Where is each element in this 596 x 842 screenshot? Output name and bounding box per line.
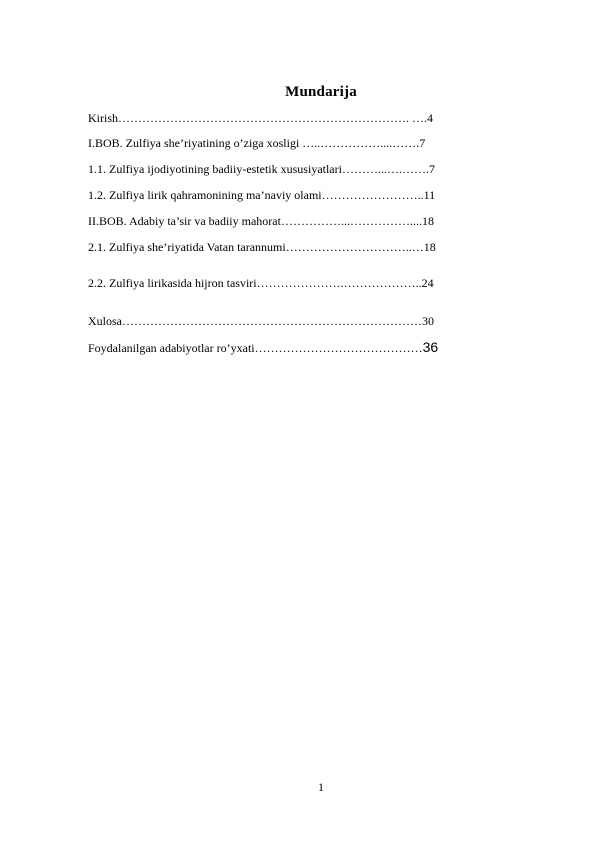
toc-entry-bob-1: I.BOB. Zulfiya she’riyatining o’ziga xosligi …..……………....…….7 — [88, 136, 426, 150]
toc-entry-1-1: 1.1. Zulfiya ijodiyotining badiiy-estetik xususiyatlari………...….…….7 — [88, 162, 435, 176]
toc-entry-adabiyotlar-page: 36 — [422, 339, 439, 355]
toc-entry-1-2: 1.2. Zulfiya lirik qahramonining ma’naviy olami……………………..11 — [88, 188, 436, 202]
toc-entry-bob-2: II.BOB. Adabiy ta’sir va badiiy mahorat……………...……………....18 — [88, 214, 434, 228]
page-title: Mundarija — [285, 84, 357, 100]
toc-entry-kirish: Kirish………………………………………………………………. ….4 — [88, 111, 433, 125]
toc-entry-adabiyotlar-text: Foydalanilgan adabiyotlar ro’yxati…………………………………… — [88, 341, 423, 355]
toc-entry-2-1: 2.1. Zulfiya she’riyatida Vatan tarannumi…………………………..…18 — [88, 240, 436, 254]
toc-entry-adabiyotlar — [88, 340, 438, 355]
toc-entry-xulosa: Xulosa…………………………………………………………………30 — [88, 314, 434, 328]
toc-entry-2-2: 2.2. Zulfiya lirikasida hijron tasviri………………….………………..24 — [88, 276, 434, 290]
page-number: 1 — [318, 780, 324, 794]
